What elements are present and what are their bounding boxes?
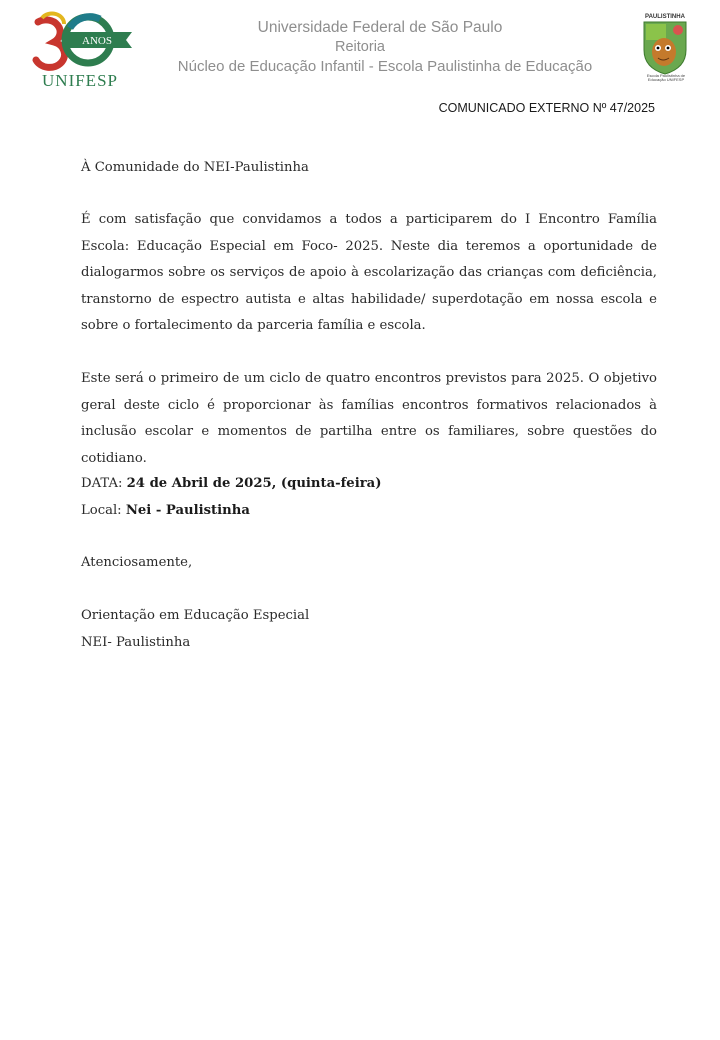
local-line	[81, 498, 657, 525]
paulistinha-logo	[636, 10, 696, 90]
date-line	[81, 471, 657, 498]
paulistinha-logo-graphic	[636, 10, 696, 90]
closing: Atenciosamente,	[81, 555, 193, 570]
paragraph-invitation: É com satisfação que convidamos a todos a participarem do I Encontro Família Escola: Educação Especial em Foco- 2025. Neste dia teremos a oportunidade de dialogarmos sobre os serviços de apoio à escolarização das crianças com deficiência, transtorno de espectro autista e altas habilidade/ superdotação em nossa escola e sobre o fortalecimento da parceria família e escola.	[81, 212, 657, 333]
logo-number-text	[34, 67, 35, 68]
paragraph-cycle: Este será o primeiro de um ciclo de quatro encontros previstos para 2025. O objetivo geral deste ciclo é proporcionar às famílias encontros formativos relacionados à inclusão escolar e momentos de partilha entre os familiares, sobre questões do cotidiano.	[81, 371, 657, 466]
local-label: Local:	[81, 502, 122, 518]
school-name: Núcleo de Educação Infantil - Escola Paulistinha de Educação	[177, 58, 593, 75]
logo-unifesp-text: UNIFESP	[42, 71, 118, 90]
event-details	[81, 471, 657, 524]
communique-number: COMUNICADO EXTERNO Nº 47/2025	[438, 101, 655, 115]
paulistinha-logo-caption: Escola Paulistinha de Educação UNIFESP	[646, 74, 686, 83]
greeting: À Comunidade do NEI-Paulistinha	[81, 160, 309, 175]
local-value: Nei - Paulistinha	[125, 502, 250, 518]
university-name: Universidade Federal de São Paulo	[257, 19, 503, 36]
paulistinha-logo-title: PAULISTINHA	[645, 14, 685, 20]
logo-ribbon-text: ANOS	[82, 35, 112, 47]
signature-block	[81, 603, 657, 656]
rectorate-label: Reitoria	[335, 39, 385, 55]
date-value: 24 de Abril de 2025, (quinta-feira)	[126, 476, 382, 491]
date-label: DATA:	[81, 476, 123, 491]
signature-line-2: NEI- Paulistinha	[81, 634, 191, 650]
signature-line-1: Orientação em Educação Especial	[81, 608, 310, 623]
